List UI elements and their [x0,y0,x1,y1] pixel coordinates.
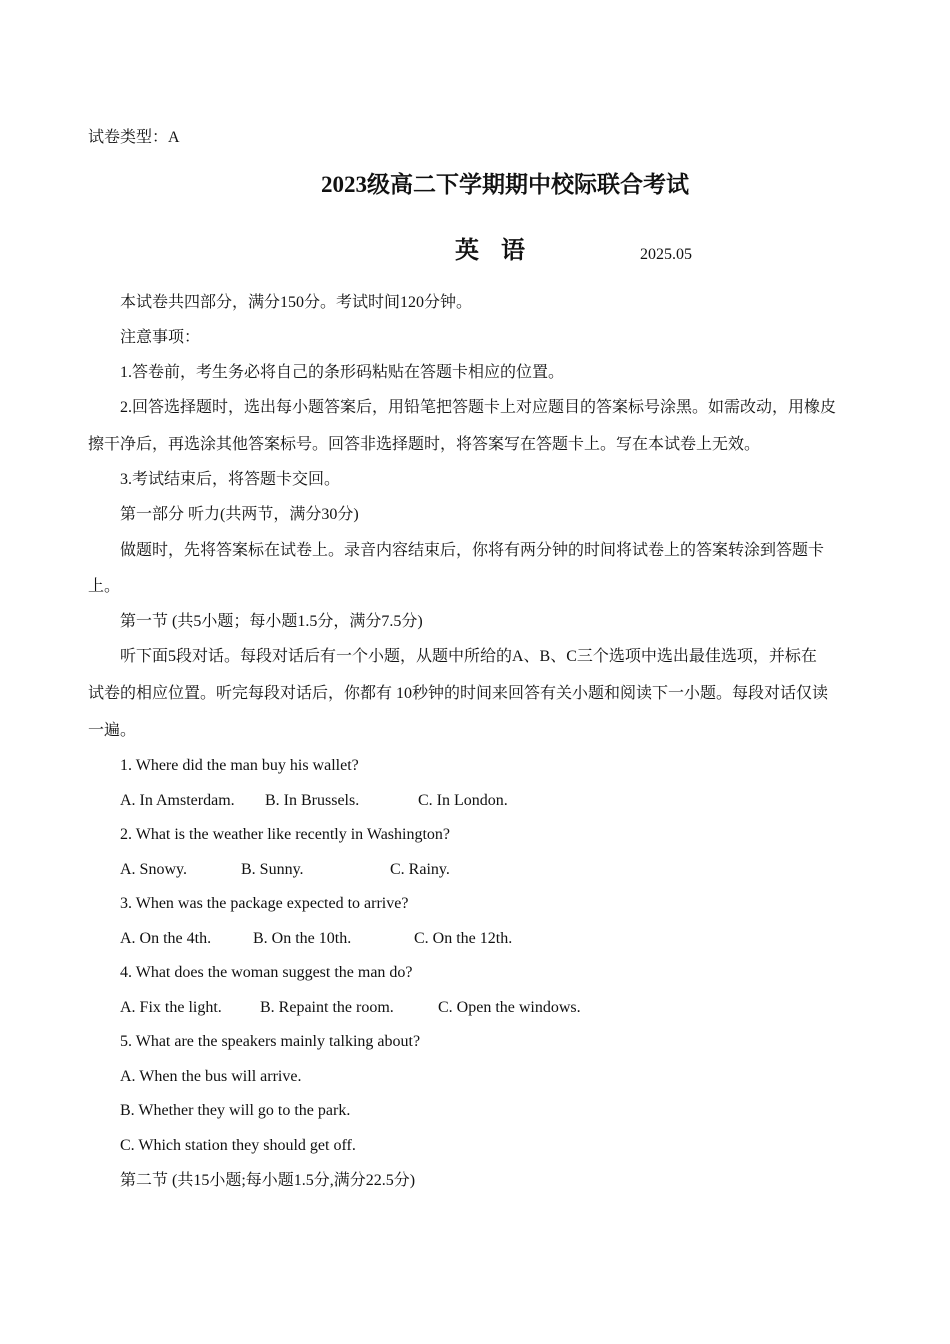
question-3-option-b: B. On the 10th. [253,930,352,947]
question-1-option-a: A. In Amsterdam. [120,792,235,809]
question-1-option-b: B. In Brussels. [265,792,360,809]
question-4-options [120,998,581,1018]
question-3: 3. When was the package expected to arrive? [120,895,409,912]
exam-date: 2025.05 [640,246,692,263]
section2-heading: 第二节 (共15小题;每小题1.5分,满分22.5分) [120,1172,416,1189]
exam-title: 2023级高二下学期期中校际联合考试 [321,172,689,197]
question-2-options [120,860,450,880]
question-4-option-b: B. Repaint the room. [260,999,394,1016]
notice-heading: 注意事项： [120,329,201,346]
paper-type: 试卷类型：A [88,129,180,146]
part1-heading: 第一部分 听力(共两节，满分30分) [120,506,359,523]
section1-instruction-line-2: 试卷的相应位置。听完每段对话后，你都有 10秒钟的时间来回答有关小题和阅读下一小题。每段对话仅读 [88,685,829,702]
question-3-options [120,929,512,949]
question-2-option-b: B. Sunny. [241,861,304,878]
question-5-option-b: B. Whether they will go to the park. [120,1102,351,1119]
question-4-option-a: A. Fix the light. [120,999,222,1016]
question-2: 2. What is the weather like recently in Washington? [120,826,451,843]
notice-item-3: 3.考试结束后，将答题卡交回。 [120,471,341,488]
question-1: 1. Where did the man buy his wallet? [120,757,359,774]
question-3-option-a: A. On the 4th. [120,930,212,947]
question-2-option-a: A. Snowy. [120,861,187,878]
notice-item-1: 1.答卷前，考生务必将自己的条形码粘贴在答题卡相应的位置。 [120,364,565,381]
question-5-option-c: C. Which station they should get off. [120,1137,356,1154]
question-4-option-c: C. Open the windows. [438,999,581,1016]
subject-title: 英 语 [455,238,533,264]
question-3-option-c: C. On the 12th. [414,930,513,947]
question-2-option-c: C. Rainy. [390,861,450,878]
question-1-options [120,791,508,811]
section1-instruction-line-3: 一遍。 [88,722,137,739]
section1-heading: 第一节 (共5小题；每小题1.5分，满分7.5分) [120,613,423,630]
question-1-option-c: C. In London. [418,792,508,809]
question-5-option-a: A. When the bus will arrive. [120,1068,302,1085]
part1-instruction-line-2: 上。 [88,578,121,595]
part1-instruction-line-1: 做题时，先将答案标在试卷上。录音内容结束后，你将有两分钟的时间将试卷上的答案转涂到答题卡 [120,542,825,559]
question-5: 5. What are the speakers mainly talking about? [120,1033,421,1050]
exam-summary: 本试卷共四部分，满分150分。考试时间120分钟。 [120,294,473,311]
notice-item-2-line-2: 擦干净后，再选涂其他答案标号。回答非选择题时，将答案写在答题卡上。写在本试卷上无效。 [88,436,761,453]
question-4: 4. What does the woman suggest the man do? [120,964,413,981]
notice-item-2-line-1: 2.回答选择题时，选出每小题答案后，用铅笔把答题卡上对应题目的答案标号涂黑。如需改动，用橡皮 [120,399,837,416]
section1-instruction-line-1: 听下面5段对话。每段对话后有一个小题，从题中所给的A、B、C三个选项中选出最佳选项，并标在 [120,648,817,665]
